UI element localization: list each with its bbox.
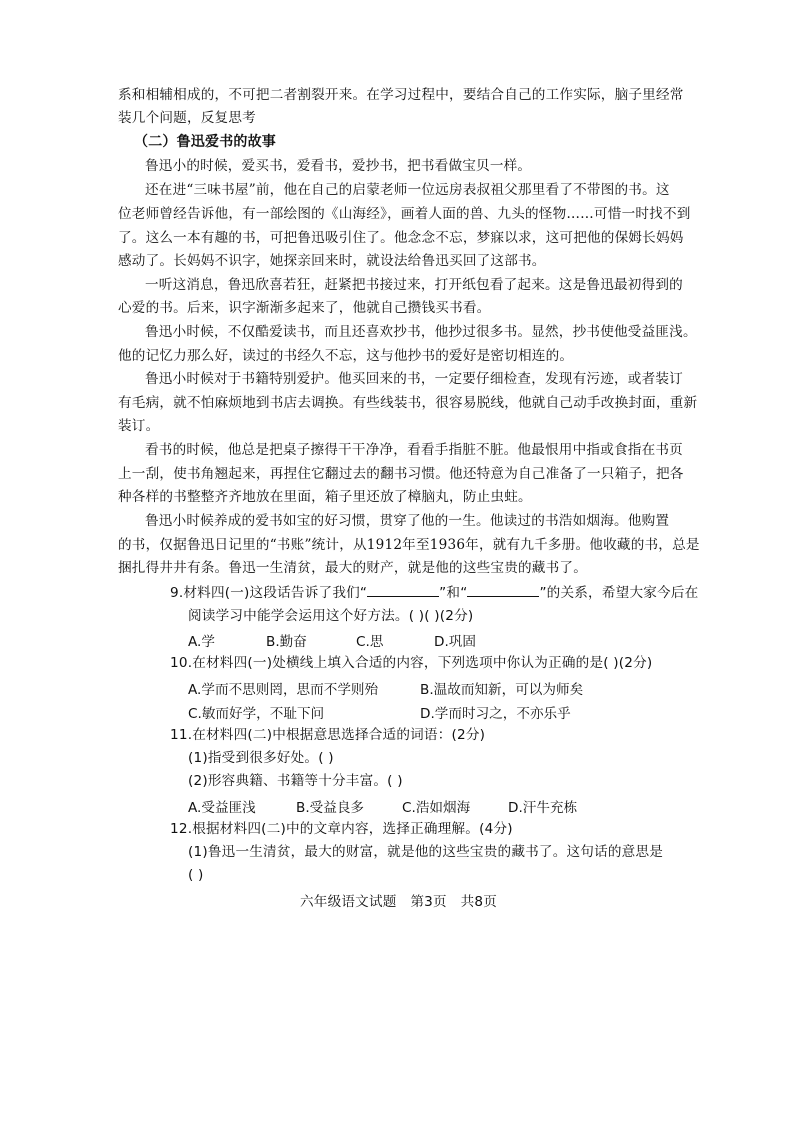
paragraph-line: 鲁迅小时候，不仅酷爱读书，而且还喜欢抄书，他抄过很多书。显然，抄书使他受益匪浅。 <box>145 324 697 340</box>
paragraph-line: 一听这消息，鲁迅欣喜若狂，赶紧把书接过来，打开纸包看了起来。这是鲁迅最初得到的 <box>145 277 683 293</box>
paragraph-line: 的书，仅据鲁迅日记里的“书账”统计，从1912年至1936年，就有九千多册。他收藏的书，总是 <box>118 537 700 553</box>
paragraph-line: 还在进“三味书屋”前，他在自己的启蒙老师一位远房表叔祖父那里看了不带图的书。这 <box>145 182 670 198</box>
q11-option-b: B.受益良多 <box>296 800 365 816</box>
question-11-sub-2: (2)形容典籍、书籍等十分丰富。( ) <box>188 773 403 789</box>
paragraph-line: 装订。 <box>118 418 160 434</box>
q9-blank-1[interactable] <box>367 584 439 597</box>
q11-option-d: D.汗牛充栋 <box>508 800 578 816</box>
paragraph-line: 鲁迅小时候对于书籍特别爱护。他买回来的书，一定要仔细检查，发现有污迹，或者装订 <box>145 371 683 387</box>
q9-blank-2[interactable] <box>467 584 539 597</box>
paragraph-line: 位老师曾经告诉他，有一部绘图的《山海经》，画着人面的兽、九头的怪物……可惜一时找不到 <box>118 206 691 222</box>
q9-text-b: ”和“ <box>439 585 468 601</box>
q9-option-b: B.勤奋 <box>266 634 307 650</box>
intro-line-1: 系和相辅相成的，不可把二者割裂开来。在学习过程中，要结合自己的工作实际，脑子里经常 <box>118 87 684 103</box>
paragraph-line: 鲁迅小的时候，爱买书，爱看书，爱抄书，把书看做宝贝一样。 <box>145 158 532 174</box>
page-footer: 六年级语文试题 第3页 共8页 <box>300 894 498 910</box>
q9-text-c: ”的关系，希望大家今后在 <box>539 585 699 601</box>
paragraph-line: 有毛病，就不怕麻烦地到书店去调换。有些线装书，很容易脱线，他就自己动手改换封面，重新 <box>118 395 698 411</box>
question-11: 11.在材料四(二)中根据意思选择合适的词语：(2分) <box>170 727 486 743</box>
q9-text-a: 9.材料四(一)这段话告诉了我们“ <box>170 585 368 601</box>
section-title: （二）鲁迅爱书的故事 <box>134 134 276 150</box>
paragraph-line: 捆扎得井井有条。鲁迅一生清贫，最大的财产，就是他的这些宝贵的藏书了。 <box>118 560 587 576</box>
paragraph-line: 感动了。长妈妈不识字，她探亲回来时，就设法给鲁迅买回了这部书。 <box>118 253 546 269</box>
question-9 <box>170 584 698 602</box>
q9-option-c: C.思 <box>356 634 384 650</box>
question-11-sub-1: (1)指受到很多好处。( ) <box>188 750 334 766</box>
paragraph-line: 他的记忆力那么好，读过的书经久不忘，这与他抄书的爱好是密切相连的。 <box>118 348 574 364</box>
q10-option-a: A.学而不思则罔，思而不学则殆 <box>188 682 379 698</box>
q9-option-a: A.学 <box>188 634 215 650</box>
paragraph-line: 了。这么一本有趣的书，可把鲁迅吸引住了。他念念不忘，梦寐以求，这可把他的保姆长妈妈 <box>118 230 684 246</box>
q11-option-a: A.受益匪浅 <box>188 800 256 816</box>
q10-option-c: C.敏而好学，不耻下问 <box>188 706 325 722</box>
q9-option-d: D.巩固 <box>434 634 476 650</box>
question-12: 12.根据材料四(二)中的文章内容，选择正确理解。(4分) <box>170 821 513 837</box>
paragraph-line: 种各样的书整整齐齐地放在里面，箱子里还放了樟脑丸，防止虫蛀。 <box>118 489 532 505</box>
q10-option-d: D.学而时习之，不亦乐乎 <box>420 706 571 722</box>
paragraph-line: 鲁迅小时候养成的爱书如宝的好习惯，贯穿了他的一生。他读过的书浩如烟海。他购置 <box>145 513 670 529</box>
paragraph-line: 看书的时候，他总是把桌子擦得干干净净，看看手指脏不脏。他最恨用中指或食指在书页 <box>145 442 683 458</box>
q10-option-b: B.温故而知新，可以为师矣 <box>420 682 584 698</box>
question-10: 10.在材料四(一)处横线上填入合适的内容，下列选项中你认为正确的是( )(2分) <box>170 655 653 671</box>
question-9-line-2: 阅读学习中能学会运用这个好方法。( )( )(2分) <box>188 608 474 624</box>
question-12-sub-1-answer: ( ) <box>188 867 204 883</box>
paragraph-line: 心爱的书。后来，识字渐渐多起来了，他就自己攒钱买书看。 <box>118 300 491 316</box>
q11-option-c: C.浩如烟海 <box>402 800 471 816</box>
question-12-sub-1: (1)鲁迅一生清贫，最大的财富，就是他的这些宝贵的藏书了。这句话的意思是 <box>188 844 664 860</box>
paragraph-line: 上一刮，使书角翘起来，再捏住它翻过去的翻书习惯。他还特意为自己准备了一只箱子，把各 <box>118 466 684 482</box>
intro-line-2: 装几个问题，反复思考 <box>118 110 256 126</box>
